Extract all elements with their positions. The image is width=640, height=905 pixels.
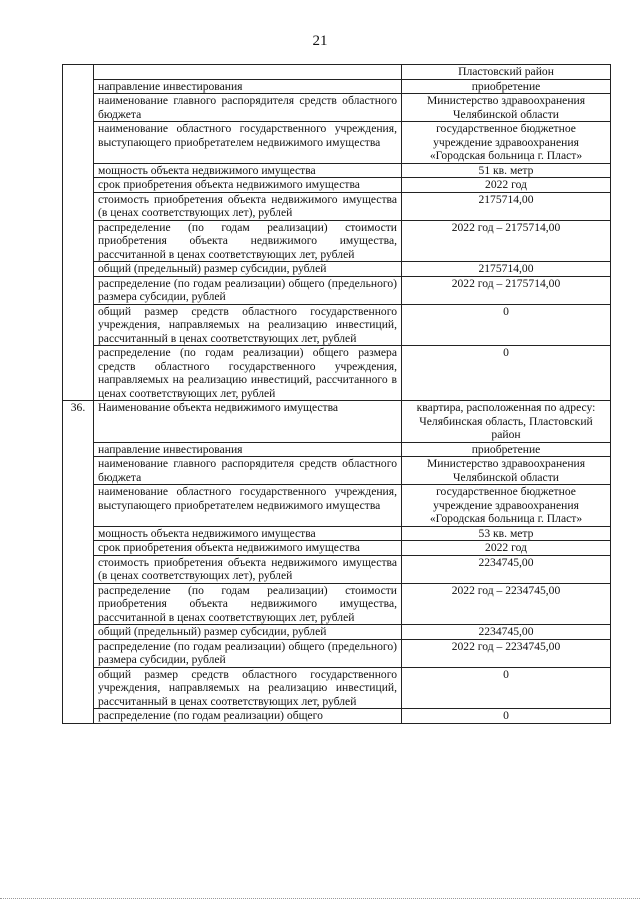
row-number: 36. <box>63 401 94 724</box>
table-row <box>63 639 611 667</box>
page-bottom-rule <box>0 898 640 899</box>
row-label: распределение (по годам реализации) общего размера средств областного государственного учреждения, направляемых на реализацию инвестиций, рассчитанного в ценах соответствующих лет, рублей <box>94 346 402 401</box>
table-row <box>63 583 611 625</box>
page-number: 21 <box>312 33 328 49</box>
row-value: 2022 год – 2234745,00 <box>402 583 611 625</box>
row-label: общий размер средств областного государственного учреждения, направляемых на реализацию инвестиций, рассчитанный в ценах соответствующих лет, рублей <box>94 304 402 346</box>
row-label: наименование главного распорядителя средств областного бюджета <box>94 94 402 122</box>
row-label: срок приобретения объекта недвижимого имущества <box>94 178 402 193</box>
row-label: наименование областного государственного учреждения, выступающего приобретателем недвижимого имущества <box>94 485 402 527</box>
table-row <box>63 163 611 178</box>
row-value: 51 кв. метр <box>402 163 611 178</box>
table-row <box>63 304 611 346</box>
row-value: квартира, расположенная по адресу: Челябинская область, Пластовский район <box>402 401 611 443</box>
table-row <box>63 442 611 457</box>
table-row <box>63 667 611 709</box>
row-label: Наименование объекта недвижимого имущества <box>94 401 402 443</box>
row-value: 2022 год <box>402 178 611 193</box>
row-label: стоимость приобретения объекта недвижимого имущества (в ценах соответствующих лет), рублей <box>94 192 402 220</box>
table-row <box>63 541 611 556</box>
row-value: Пластовский район <box>402 65 611 80</box>
row-number <box>63 65 94 401</box>
investment-objects-table <box>62 64 611 724</box>
table-row <box>63 346 611 401</box>
row-label: мощность объекта недвижимого имущества <box>94 526 402 541</box>
row-value: 2022 год – 2175714,00 <box>402 220 611 262</box>
row-label: распределение (по годам реализации) стоимости приобретения объекта недвижимого имущества, рассчитанной в ценах соответствующих лет, рублей <box>94 583 402 625</box>
row-value: государственное бюджетное учреждение здравоохранения «Городская больница г. Пласт» <box>402 122 611 164</box>
row-value: 2022 год – 2234745,00 <box>402 639 611 667</box>
table-row <box>63 79 611 94</box>
table-body <box>63 65 611 724</box>
row-value: 2234745,00 <box>402 555 611 583</box>
row-label: распределение (по годам реализации) общего (предельного) размера субсидии, рублей <box>94 639 402 667</box>
row-value: 0 <box>402 709 611 724</box>
table-row <box>63 178 611 193</box>
table-row <box>63 65 611 80</box>
row-value: Министерство здравоохранения Челябинской области <box>402 457 611 485</box>
row-label: общий (предельный) размер субсидии, рублей <box>94 625 402 640</box>
row-value: государственное бюджетное учреждение здравоохранения «Городская больница г. Пласт» <box>402 485 611 527</box>
row-label: общий размер средств областного государственного учреждения, направляемых на реализацию инвестиций, рассчитанный в ценах соответствующих лет, рублей <box>94 667 402 709</box>
row-label: наименование главного распорядителя средств областного бюджета <box>94 457 402 485</box>
row-value: 2022 год – 2175714,00 <box>402 276 611 304</box>
table-row <box>63 262 611 277</box>
row-value: 0 <box>402 667 611 709</box>
table-row <box>63 94 611 122</box>
table-row <box>63 526 611 541</box>
row-label: наименование областного государственного учреждения, выступающего приобретателем недвижимого имущества <box>94 122 402 164</box>
table-row <box>63 401 611 443</box>
row-value: 0 <box>402 304 611 346</box>
row-label <box>94 65 402 80</box>
row-label: стоимость приобретения объекта недвижимого имущества (в ценах соответствующих лет), рублей <box>94 555 402 583</box>
row-label: направление инвестирования <box>94 442 402 457</box>
table-row <box>63 555 611 583</box>
row-label: срок приобретения объекта недвижимого имущества <box>94 541 402 556</box>
row-value: приобретение <box>402 79 611 94</box>
table-row <box>63 457 611 485</box>
row-label: мощность объекта недвижимого имущества <box>94 163 402 178</box>
row-value: 2022 год <box>402 541 611 556</box>
row-label: распределение (по годам реализации) общего <box>94 709 402 724</box>
row-label: общий (предельный) размер субсидии, рублей <box>94 262 402 277</box>
row-label: распределение (по годам реализации) стоимости приобретения объекта недвижимого имущества, рассчитанной в ценах соответствующих лет, рублей <box>94 220 402 262</box>
row-value: 53 кв. метр <box>402 526 611 541</box>
table-row <box>63 485 611 527</box>
table-row <box>63 709 611 724</box>
table-row <box>63 122 611 164</box>
row-label: направление инвестирования <box>94 79 402 94</box>
table-row <box>63 220 611 262</box>
row-value: 2175714,00 <box>402 192 611 220</box>
row-value: 2234745,00 <box>402 625 611 640</box>
row-value: приобретение <box>402 442 611 457</box>
row-value: Министерство здравоохранения Челябинской области <box>402 94 611 122</box>
table-row <box>63 625 611 640</box>
table-row <box>63 192 611 220</box>
row-label: распределение (по годам реализации) общего (предельного) размера субсидии, рублей <box>94 276 402 304</box>
row-value: 0 <box>402 346 611 401</box>
row-value: 2175714,00 <box>402 262 611 277</box>
table-row <box>63 276 611 304</box>
